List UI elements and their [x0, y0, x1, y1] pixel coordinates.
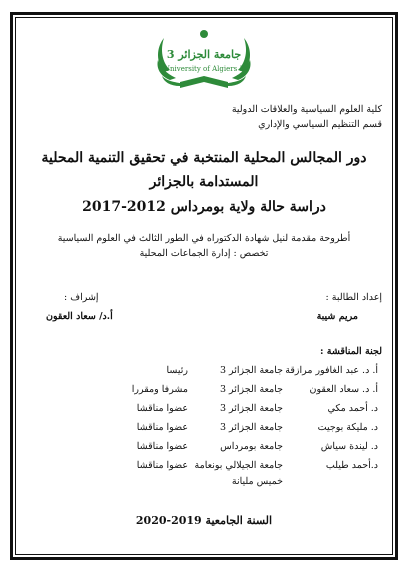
logo-arabic-text: جامعة الجزائر 3 — [166, 48, 242, 61]
member-role: مشرفا ومقررا — [131, 384, 188, 395]
author-name: مريم شيبة — [316, 311, 358, 322]
committee-row-continuation — [88, 476, 378, 490]
logo-english-text: University of Algiers 3 — [164, 65, 244, 73]
member-university-extra: خميس مليانة — [231, 476, 283, 487]
member-name: د. ليندة سياش — [320, 441, 378, 452]
member-university: جامعة الجزائر 3 — [219, 365, 283, 376]
thesis-title-line1: دور المجالس المحلية المنتخبة في تحقيق التنمية المحلية — [41, 150, 367, 166]
faculty-name: كلية العلوم السياسية والعلاقات الدولية — [231, 104, 382, 115]
member-name: أ. د. سعاد العقون — [309, 384, 378, 395]
member-role: عضوا مناقشا — [136, 441, 188, 452]
member-university: جامعة الجزائر 3 — [219, 403, 283, 414]
academic-year: السنة الجامعية 2019-2020 — [135, 514, 273, 527]
supervisor-label: إشراف : — [64, 292, 99, 303]
member-university: جامعة الجيلالي بونعامة — [194, 460, 283, 471]
member-role: عضوا مناقشا — [136, 460, 188, 471]
supervisor-name: أ.د/ سعاد العقون — [46, 311, 113, 322]
member-university: جامعة بومرداس — [220, 441, 283, 452]
thesis-description: أطروحة مقدمة لنيل شهادة الدكتوراه في الطور الثالث في العلوم السياسية — [57, 233, 351, 244]
committee-row — [88, 365, 378, 379]
committee-label: لجنة المناقشة : — [319, 346, 382, 357]
thesis-title-line3: دراسة حالة ولاية بومرداس 2012-2017 — [82, 199, 326, 215]
thesis-title-line2: المستدامة بالجزائر — [149, 174, 259, 190]
department-name: قسم التنظيم السياسي والإداري — [258, 119, 382, 130]
member-name: د. أحمد مكي — [327, 403, 378, 414]
university-logo — [150, 24, 258, 102]
committee-row — [88, 384, 378, 398]
member-role: عضوا مناقشا — [136, 422, 188, 433]
member-role: عضوا مناقشا — [136, 403, 188, 414]
member-university: جامعة الجزائر 3 — [219, 422, 283, 433]
thesis-specialty: تخصص : إدارة الجماعات المحلية — [139, 248, 269, 259]
committee-row — [88, 441, 378, 455]
member-name: أ. د. عبد الغافور مرازقة — [285, 365, 378, 376]
author-label: إعداد الطالبة : — [325, 292, 382, 303]
committee-row — [88, 422, 378, 436]
committee-row — [88, 403, 378, 417]
committee-row — [88, 460, 378, 474]
member-role: رئيسا — [166, 365, 188, 376]
member-university: جامعة الجزائر 3 — [219, 384, 283, 395]
member-name: د. مليكة بوجيت — [317, 422, 378, 433]
member-name: د.أحمد طيلب — [325, 460, 378, 471]
